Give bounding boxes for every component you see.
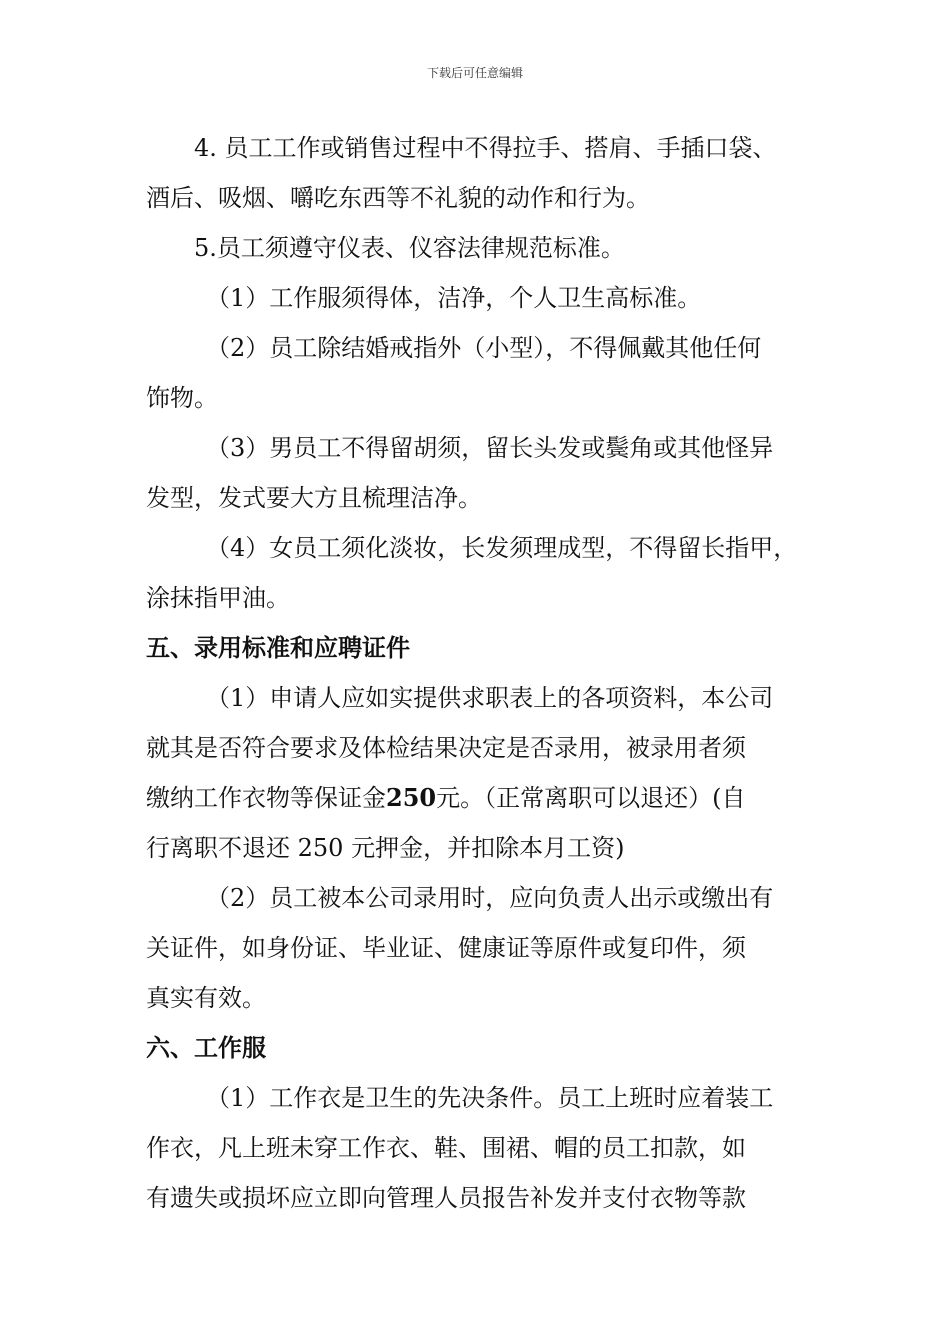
- item-5-title: 5.员工须遵守仪表、仪容法律规范标准。: [194, 234, 625, 262]
- section-5-p2-line-1: （2）员工被本公司录用时，应向负责人出示或缴出有: [206, 884, 774, 912]
- section-5-p1-line-3-a: 缴纳工作衣物等保证金: [146, 784, 386, 812]
- section-5-p2-line-3: 真实有效。: [146, 984, 266, 1012]
- page-header: 下载后可任意编辑: [426, 66, 523, 80]
- item-5-sub-1: （1）工作服须得体，洁净，个人卫生高标准。: [206, 284, 702, 312]
- section-5-p2-line-2: 关证件，如身份证、毕业证、健康证等原件或复印件，须: [146, 934, 746, 962]
- item-4-line-1: 4. 员工工作或销售过程中不得拉手、搭肩、手插口袋、: [194, 134, 777, 162]
- section-6-p1-line-1: （1）工作衣是卫生的先决条件。员工上班时应着装工: [206, 1084, 774, 1112]
- section-5-p1-line-3-c: 元。（正常离职可以退还）(自: [436, 784, 746, 812]
- section-5-p1-line-2: 就其是否符合要求及体检结果决定是否录用，被录用者须: [146, 734, 746, 762]
- item-5-sub-3-line-2: 发型，发式要大方且梳理洁净。: [146, 484, 482, 512]
- section-5-heading: 五、录用标准和应聘证件: [146, 633, 410, 662]
- document-body: [146, 123, 806, 1223]
- item-5-sub-4-line-1: （4）女员工须化淡妆，长发须理成型，不得留长指甲，: [206, 534, 798, 562]
- item-5-sub-2-line-1: （2）员工除结婚戒指外（小型），不得佩戴其他任何: [206, 334, 762, 362]
- section-5-p1-line-1: （1）申请人应如实提供求职表上的各项资料，本公司: [206, 684, 774, 712]
- deposit-amount: 250: [386, 783, 437, 812]
- item-5-sub-3-line-1: （3）男员工不得留胡须，留长头发或鬓角或其他怪异: [206, 434, 774, 462]
- section-5-p1-line-3: [146, 773, 806, 823]
- section-6-p1-line-3: 有遗失或损坏应立即向管理人员报告补发并支付衣物等款: [146, 1184, 746, 1212]
- section-5-p1-line-4: 行离职不退还 250 元押金，并扣除本月工资): [146, 834, 625, 862]
- item-5-sub-2-line-2: 饰物。: [146, 384, 218, 412]
- item-4-line-2: 酒后、吸烟、嚼吃东西等不礼貌的动作和行为。: [146, 184, 650, 212]
- item-5-sub-4-line-2: 涂抹指甲油。: [146, 584, 290, 612]
- section-6-heading: 六、工作服: [146, 1033, 266, 1062]
- section-6-p1-line-2: 作衣，凡上班未穿工作衣、鞋、围裙、帽的员工扣款，如: [146, 1134, 746, 1162]
